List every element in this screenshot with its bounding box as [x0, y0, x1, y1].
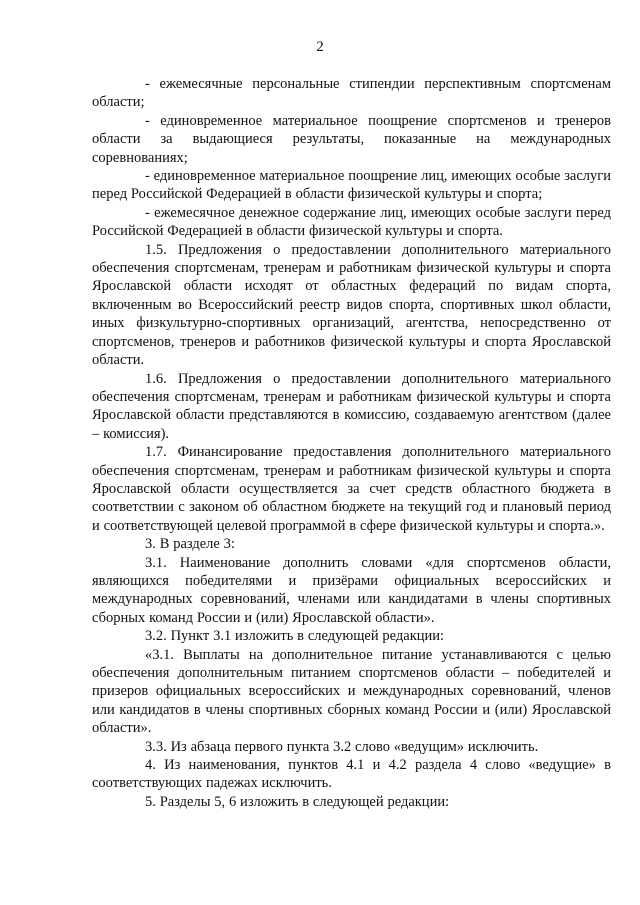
page-number: 2	[316, 39, 324, 55]
paragraph-3-1: 3.1. Наименование дополнить словами «для спортсменов области, являющихся победителями и призёрами официальных всероссийских и международных соревнований, членами или кандидатами в члены спортивных сборных команд России и (или) Ярославской области».	[92, 554, 611, 626]
paragraph-3-3: 3.3. Из абзаца первого пункта 3.2 слово «ведущим» исключить.	[145, 738, 539, 755]
paragraph-1-6: 1.6. Предложения о предоставлении дополнительного материального обеспечения спортсменам, тренерам и работникам физической культуры и спорта Ярославской области представляются в комиссию, создаваемую агентством (далее – комиссия).	[92, 370, 611, 442]
document-body	[92, 75, 611, 811]
paragraph-3-2: 3.2. Пункт 3.1 изложить в следующей редакции:	[145, 628, 445, 645]
paragraph-stipends: - ежемесячные персональные стипендии перспективным спортсменам области;	[92, 76, 611, 111]
paragraph-monthly-allowance: - ежемесячное денежное содержание лиц, имеющих особые заслуги перед Российской Федерацией в области физической культуры и спорта.	[92, 204, 611, 240]
paragraph-one-time-reward-athletes: - единовременное материальное поощрение спортсменов и тренеров области за выдающиеся результаты, показанные на международных соревнованиях;	[92, 112, 611, 166]
paragraph-4: 4. Из наименования, пунктов 4.1 и 4.2 раздела 4 слово «ведущие» в соответствующих падежах исключить.	[92, 757, 611, 792]
paragraph-one-time-reward-merit: - единовременное материальное поощрение лиц, имеющих особые заслуги перед Российской Федерацией в области физической культуры и спорта;	[92, 168, 611, 203]
paragraph-5: 5. Разделы 5, 6 изложить в следующей редакции:	[145, 793, 450, 810]
paragraph-section-3: 3. В разделе 3:	[145, 536, 235, 553]
paragraph-1-5: 1.5. Предложения о предоставлении дополнительного материального обеспечения спортсменам, тренерам и работникам физической культуры и спорта Ярославской области исходят от областных федераций по видам спорта, включенным во Всероссийский реестр видов спорта, спортивных школ области, иных физкультурно-спортивных организаций, агентства, непосредственно от спортсменов, тренеров и работников физической культуры и спорта Ярославской области.	[92, 241, 611, 369]
paragraph-3-1-new-text: «3.1. Выплаты на дополнительное питание устанавливаются с целью обеспечения дополнительным питанием спортсменов области – победителей и призеров официальных всероссийских и международных соревнований, членов или кандидатов в члены спортивных сборных команд России и (или) Ярославской области».	[92, 646, 611, 737]
paragraph-1-7: 1.7. Финансирование предоставления дополнительного материального обеспечения спортсменам, тренерам и работникам физической культуры и спорта Ярославской области осуществляется за счет средств областного бюджета в соответствии с законом об областном бюджете на текущий год и плановый период и соответствующей целевой программой в сфере физической культуры и спорта.».	[92, 444, 611, 534]
